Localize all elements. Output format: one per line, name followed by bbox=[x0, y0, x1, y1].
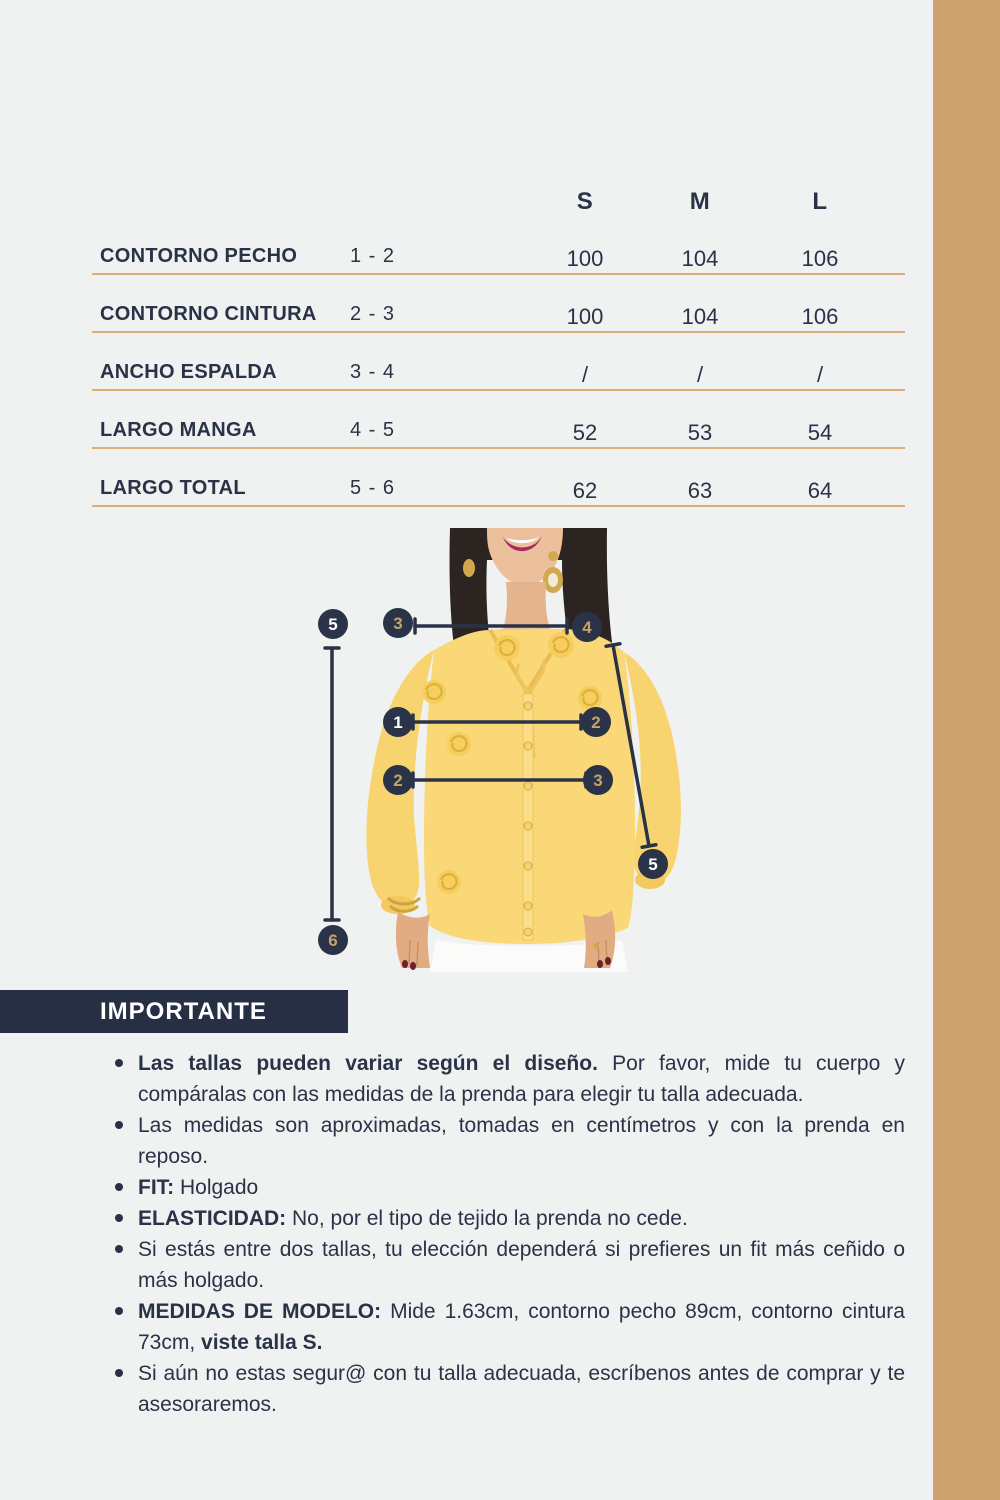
left-hand bbox=[396, 912, 430, 968]
important-bullet bbox=[112, 1172, 905, 1203]
bullet-text: Holgado bbox=[174, 1176, 259, 1199]
measurement-value: 63 bbox=[687, 478, 713, 503]
measurement-label: LARGO TOTAL bbox=[100, 477, 246, 499]
bullet-bold-text: viste talla S. bbox=[201, 1331, 323, 1354]
size-table-header bbox=[92, 188, 905, 222]
bullet-text: Si estás entre dos tallas, tu elección dependerá si prefieres un fit más ceñido o más holgado. bbox=[138, 1238, 905, 1292]
bullet-text: Mide 1.63cm, contorno pecho 89cm, contorno cintura 73cm, bbox=[138, 1300, 905, 1354]
measurement-value: 100 bbox=[566, 304, 604, 329]
important-bullet bbox=[112, 1234, 905, 1296]
size-table-row bbox=[92, 301, 905, 333]
important-bullet bbox=[112, 1296, 905, 1358]
size-table-row bbox=[92, 359, 905, 391]
measurement-value: 54 bbox=[807, 420, 833, 445]
important-bullet bbox=[112, 1110, 905, 1172]
measurement-value: 53 bbox=[687, 420, 713, 445]
measurement-value: 52 bbox=[572, 420, 598, 445]
bullet-text: Por favor, mide tu cuerpo y compáralas con las medidas de la prenda para elegir tu talla adecuada. bbox=[138, 1052, 905, 1106]
measurement-points-ref: 1 - 2 bbox=[350, 245, 396, 267]
measure-point-marker: 1 bbox=[383, 707, 413, 737]
measure-point-marker: 6 bbox=[318, 925, 348, 955]
important-bullet bbox=[112, 1358, 905, 1420]
bullet-bold-text: ELASTICIDAD: bbox=[138, 1207, 287, 1230]
important-bullet bbox=[112, 1048, 905, 1110]
measurement-value: 64 bbox=[807, 478, 833, 503]
measurement-value: 106 bbox=[801, 246, 839, 271]
important-header-bar bbox=[0, 990, 348, 1033]
bullet-text: No, por el tipo de tejido la prenda no cede. bbox=[286, 1207, 688, 1230]
measure-point-marker: 2 bbox=[383, 765, 413, 795]
bullet-text: Las medidas son aproximadas, tomadas en centímetros y con la prenda en reposo. bbox=[138, 1114, 905, 1168]
measurement-label: LARGO MANGA bbox=[100, 419, 257, 441]
measurement-value: / bbox=[581, 362, 589, 387]
largo-manga-line bbox=[642, 845, 656, 847]
important-bullet bbox=[112, 1203, 905, 1234]
bullet-text: Si aún no estas segur@ con tu talla adecuada, escríbenos antes de comprar y te asesoraremos. bbox=[138, 1362, 905, 1416]
measurement-label: ANCHO ESPALDA bbox=[100, 361, 277, 383]
important-bullet-list bbox=[112, 1048, 905, 1420]
ring bbox=[593, 943, 599, 949]
measurement-value: 106 bbox=[801, 304, 839, 329]
measurement-points-ref: 2 - 3 bbox=[350, 303, 396, 325]
column-header-s: S bbox=[576, 188, 594, 215]
size-table-row bbox=[92, 417, 905, 449]
size-table bbox=[92, 188, 905, 518]
right-earring-top bbox=[548, 551, 558, 561]
column-header-l: L bbox=[812, 188, 828, 215]
bullet-bold-text: Las tallas pueden variar según el diseño. bbox=[138, 1052, 598, 1075]
column-header-m: M bbox=[689, 188, 711, 215]
measure-point-marker: 3 bbox=[383, 608, 413, 638]
measurement-value: / bbox=[696, 362, 704, 387]
measure-point-marker: 4 bbox=[572, 612, 602, 642]
nail-polish bbox=[402, 960, 408, 968]
bullet-bold-text: MEDIDAS DE MODELO: bbox=[138, 1300, 382, 1323]
bullet-bold-text: FIT: bbox=[138, 1176, 175, 1199]
measurement-label: CONTORNO PECHO bbox=[100, 245, 298, 267]
measurement-value: / bbox=[816, 362, 824, 387]
measurement-label: CONTORNO CINTURA bbox=[100, 303, 317, 325]
model-illustration bbox=[300, 520, 720, 980]
size-table-row bbox=[92, 243, 905, 275]
measure-point-marker: 5 bbox=[638, 849, 668, 879]
measurement-value: 62 bbox=[572, 478, 598, 503]
size-table-row bbox=[92, 475, 905, 507]
measurement-points-ref: 4 - 5 bbox=[350, 419, 396, 441]
side-stripe bbox=[933, 0, 1000, 1500]
measure-point-marker: 3 bbox=[583, 765, 613, 795]
important-title: IMPORTANTE bbox=[100, 997, 267, 1025]
measurement-points-ref: 5 - 6 bbox=[350, 477, 396, 499]
measurement-value: 104 bbox=[681, 246, 719, 271]
largo-manga-line bbox=[606, 644, 620, 646]
measure-point-marker: 2 bbox=[581, 707, 611, 737]
measurement-points-ref: 3 - 4 bbox=[350, 361, 396, 383]
measurement-value: 100 bbox=[566, 246, 604, 271]
left-earring bbox=[463, 559, 475, 577]
model-figure bbox=[300, 520, 720, 980]
tie-knot bbox=[523, 686, 531, 694]
measurement-value: 104 bbox=[681, 304, 719, 329]
measure-point-marker: 5 bbox=[318, 609, 348, 639]
